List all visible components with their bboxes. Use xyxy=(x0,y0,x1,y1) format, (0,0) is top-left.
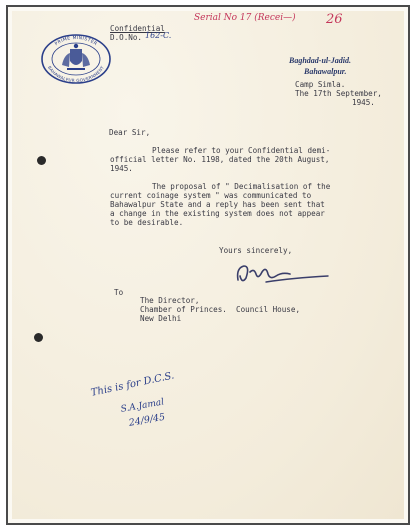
year-line: 1945. xyxy=(352,98,375,107)
address-line-1: Baghdad-ul-Jadid. xyxy=(289,56,352,65)
signature-mark xyxy=(232,258,332,288)
body-p1-line3: 1945. xyxy=(110,164,133,173)
body-p2-line2: current coinage system " was communicated to xyxy=(110,191,312,200)
salutation: Dear Sir, xyxy=(109,128,151,137)
svg-text:PRIME MINISTER: PRIME MINISTER xyxy=(54,35,98,48)
serial-number: 26 xyxy=(326,12,343,27)
body-p1-line2: official letter No. 1198, dated the 20th August, xyxy=(110,155,330,164)
punch-hole-bottom xyxy=(34,333,43,342)
address-line-2: Bahawalpur. xyxy=(304,67,347,76)
body-p1-line1: Please refer to your Confidential demi- xyxy=(152,146,331,155)
handwritten-note-line-2: S.A.Jamal xyxy=(120,397,165,415)
serial-annotation: Serial No 17 (Recei—) xyxy=(194,13,296,23)
government-seal xyxy=(40,33,112,85)
closing: Yours sincerely, xyxy=(219,246,293,255)
body-p2-line4: a change in the existing system does not appear xyxy=(110,209,325,218)
body-p2-line3: Bahawalpur State and a reply has been sent that xyxy=(110,200,325,209)
svg-text:BAHAWALPUR GOVERNMENT: BAHAWALPUR GOVERNMENT xyxy=(46,64,106,84)
body-p2-line1: The proposal of " Decimalisation of the xyxy=(152,182,331,191)
recipient-line-1: The Director, xyxy=(140,296,200,305)
do-number-handwritten: 162-C. xyxy=(145,31,172,40)
confidential-label: Confidential xyxy=(110,24,165,33)
seal-emblem-icon xyxy=(40,33,112,85)
do-number-label: D.O.No. xyxy=(110,33,143,42)
handwritten-note-line-1: This is for D.C.S. xyxy=(90,370,176,399)
handwritten-note-line-3: 24/9/45 xyxy=(128,411,166,429)
to-label: To xyxy=(114,288,124,297)
punch-hole-top xyxy=(37,156,46,165)
letter-paper xyxy=(12,11,404,519)
recipient-line-2: Chamber of Princes. Council House, xyxy=(140,305,301,314)
place-line: Camp Simla. xyxy=(295,80,346,89)
body-p2-line5: to be desirable. xyxy=(110,218,184,227)
date-line: The 17th September, xyxy=(295,89,382,98)
recipient-line-3: New Delhi xyxy=(140,314,182,323)
